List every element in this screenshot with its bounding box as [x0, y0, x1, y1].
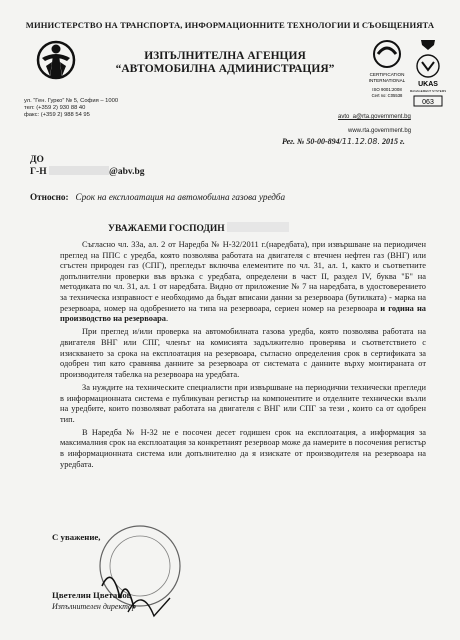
agency-name [100, 50, 350, 76]
recipient-block [30, 154, 145, 178]
body-paragraph-3: За нуждите на техническите специалисти при извършване на периодични технически прегледи в информационната система е публикуван регистър на компонентите и отделните технически възли на уредбите, които позволяват работата на двигателя с ВНГ или СПГ за тези , които са от одобрен тип. [60, 382, 426, 424]
salutation [108, 222, 289, 234]
redacted-salutation-name [227, 222, 289, 232]
recipient-email: @abv.bg [108, 167, 145, 177]
body-p1-bold: и година на производство на резервоара [60, 303, 426, 324]
recipient-line [30, 166, 145, 178]
body-p1-text: Съгласно чл. 33а, ал. 2 от Наредба № Н-32/2011 г.(наредбата), при извършване на периодичен преглед на ППС с уредба, която позволява работата на двигателя с втечнен нефтен газ (ВНГ) или сгъстен природен газ (СПГ), прегледът включва елементите по чл. 31, ал. 1, както и съответните допълнителни проверки във връзка с уредбата, определени в част II, раздел IV, буква "Б" на методиката по чл. 31, ал. 1 от наредбата. Видно от приложение № 7 на наредбата, в удостоверението за техническа изправност е необходимо да бъдат вписани данни за резервоара (бутилката) - марка на резервоара, номер на одобрението на типа на резервоара, сериен номер на резервоара [60, 240, 426, 313]
ukas-label: UKAS [418, 81, 438, 88]
ukas-sub: MANAGEMENT SYSTEMS [410, 89, 446, 93]
agency-logo-icon [36, 38, 76, 84]
reg-suffix: 2015 г. [380, 137, 405, 146]
reg-handwritten-date: 11.12.08. [341, 137, 381, 146]
cert-line-4: Cert no: C05538 [371, 93, 403, 98]
subject-label: Относно: [30, 192, 69, 202]
agency-fax: факс: (+359 2) 988 54 95 [24, 112, 90, 118]
agency-address-block [24, 98, 118, 119]
signer-title: Изпълнителен директор [52, 602, 136, 611]
subject-text: Срок на експлоатация на автомобилна газова уредба [75, 192, 286, 202]
letter-body [60, 240, 426, 473]
registration-number [282, 137, 405, 146]
ukas-number: 063 [422, 99, 434, 106]
body-p1-end: . [166, 314, 169, 324]
cert-line-3: ISO 9001:2008 [372, 87, 402, 92]
body-paragraph-1 [60, 240, 426, 325]
agency-website[interactable]: www.rta.government.bg [348, 128, 412, 134]
signer-name: Цветелин Цветанов [52, 590, 132, 600]
body-paragraph-4: В Наредба № Н-32 не е посочен десет годишен срок на експлоатация, а информация за максималния срок на експлоатация за конкретният резервоар може да намерите в посочения регистър в информационната система или допълнително да я изискате от производителя на резервоара на уредбата. [60, 427, 426, 469]
agency-email[interactable]: avto_a@rta.government.bg [338, 114, 411, 120]
redacted-name [49, 166, 109, 175]
certification-logo-icon [364, 36, 410, 112]
ministry-heading: МИНИСТЕРСТВО НА ТРАНСПОРТА, ИНФОРМАЦИОННИТЕ ТЕХНОЛОГИИ И СЪОБЩЕНИЯТА [25, 20, 435, 30]
recipient-to-label: ДО [30, 155, 44, 165]
official-stamp-icon [82, 516, 192, 634]
cert-line-1: CERTIFICATION [369, 72, 405, 77]
agency-name-line2: “АВТОМОБИЛНА АДМИНИСТРАЦИЯ” [115, 63, 335, 75]
ukas-logo-icon [410, 36, 446, 112]
reg-prefix: Рег. № 50-00-894/ [282, 137, 342, 146]
agency-address: ул. “Ген. Гурко” № 5, София – 1000 [24, 98, 119, 104]
agency-name-line1: ИЗПЪЛНИТЕЛНА АГЕНЦИЯ [144, 50, 306, 62]
body-paragraph-2: При преглед и/или проверка на автомобилната газова уредба, която позволява работата на двигателя ВНГ или СПГ, членът на комисията задължително проверява и съответствието с изискването за срока на експлоатация на резервоара, съгласно определения срок в сертификата за одобрен тип като сравнява данните за резервоара от системата с данните върху монтираната от производителя табелка на резервоара на уредбата. [60, 327, 426, 379]
closing-regards: С уважение, [52, 532, 101, 542]
agency-phone: тел: (+359 2) 930 88 40 [24, 105, 86, 111]
salutation-text: УВАЖАЕМИ ГОСПОДИН [108, 224, 225, 234]
recipient-prefix: Г-Н [30, 167, 47, 177]
cert-line-2: INTERNATIONAL [368, 78, 406, 83]
subject-line [30, 192, 285, 202]
